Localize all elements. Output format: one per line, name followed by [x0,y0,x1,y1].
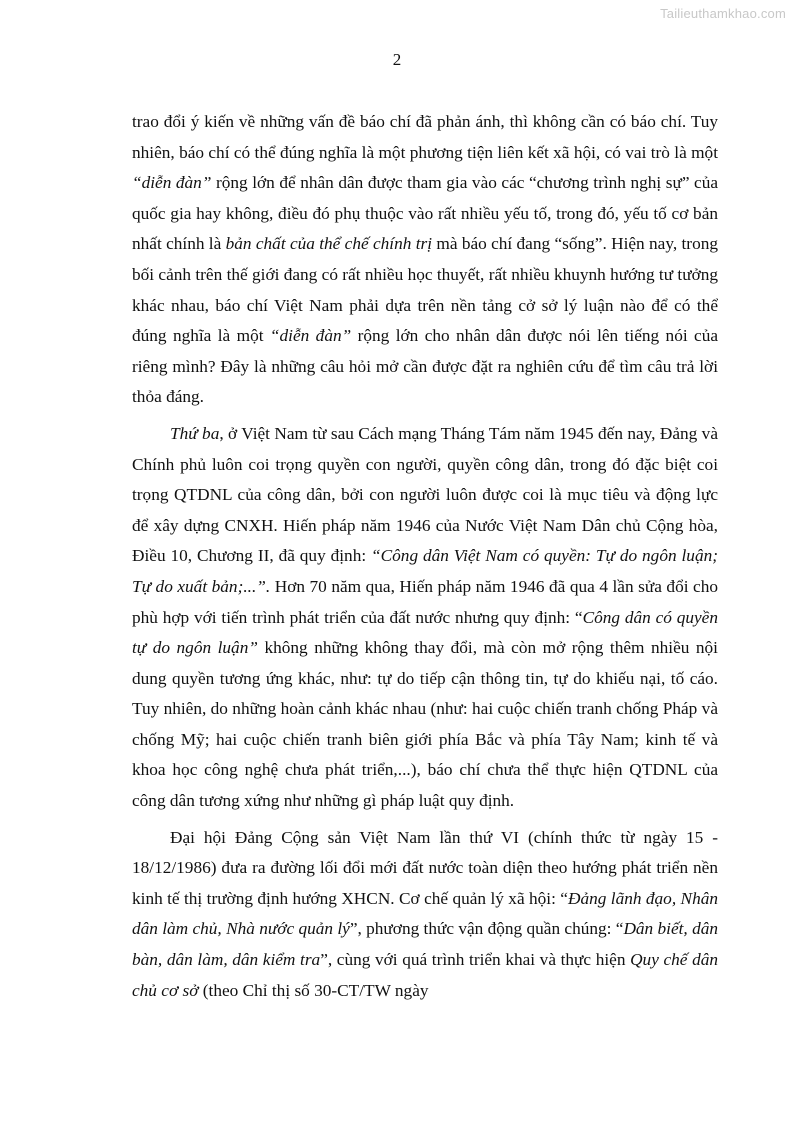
italic-run: Thứ ba [170,423,220,443]
text-run: , ở Việt Nam từ sau Cách mạng Tháng Tám năm 1945 đến nay, Đảng và Chính phủ luôn coi trọng quyền con người, quyền công dân, trong đó đặc biệt coi trọng QTDNL của công dân, bởi con người luôn được coi là mục tiêu và động lực để xây dựng CNXH. Hiến pháp năm 1946 của Nước Việt Nam Dân chủ Cộng hòa, Điều 10, Chương II, đã quy định: [132,423,718,566]
italic-run: Công dân có quyền tự do ngôn luận” [132,607,718,658]
italic-run: “Công dân Việt Nam có quyền: Tự do ngôn luận; Tự do xuất bản;...”. [132,546,718,596]
text-run: mà báo chí đang “sống”. Hiện nay, trong bối cảnh trên thế giới đang có rất nhiều học thuyết, rất nhiều khuynh hướng tư tưởng khác nhau, báo chí Việt Nam phải dựa trên nền tảng cở sở lý luận nào để có thể đúng nghĩa là một [132,234,718,346]
text-run: rộng lớn để nhân dân được tham gia vào các “chương trình nghị sự” của quốc gia hay không, điều đó phụ thuộc vào rất nhiều yếu tố, trong đó, yếu tố cơ bản nhất chính là [132,173,719,254]
text-run: ”, cùng với quá trình triển khai và thực hiện [320,950,631,970]
paragraph-3 [132,823,718,1007]
italic-run: Dân biết, dân bàn, dân làm, dân kiểm tra [132,919,718,970]
text-run: (theo Chỉ thị số 30-CT/TW ngày [198,980,429,1000]
paragraph-1 [132,107,718,413]
paragraph-2 [132,419,718,817]
text-run: Hơn 70 năm qua, Hiến pháp năm 1946 đã qua 4 lần sửa đổi cho phù hợp với tiến trình phát triển của đất nước nhưng quy định: “ [132,576,718,627]
page-number: 2 [392,50,402,69]
text-run: ”, phương thức vận động quần chúng: “ [349,919,624,939]
italic-run: bản chất của thể chế chính trị [225,234,433,254]
watermark: Tailieuthamkhao.com [660,6,786,21]
text-run: Đại hội Đảng Cộng sản Việt Nam lần thứ VI (chính thức từ ngày 15 - 18/12/1986) đưa ra đường lối đổi mới đất nước toàn diện theo hướng phát triển nền kinh tế thị trường định hướng XHCN. Cơ chế quản lý xã hội: “ [132,827,718,908]
text-run: trao đổi ý kiến về những vấn đề báo chí đã phản ánh, thì không cần có báo chí. Tuy nhiên, báo chí có thể đúng nghĩa là một phương tiện liên kết xã hội, có vai trò là một [132,112,718,162]
document-body [132,107,718,1012]
text-run: không những không thay đổi, mà còn mở rộng thêm nhiều nội dung quyền tương ứng khác, như: tự do tiếp cận thông tin, tự do khiếu nại, tố cáo. Tuy nhiên, do những hoàn cảnh khác nhau (như: hai cuộc chiến tranh chống Pháp và chống Mỹ; hai cuộc chiến tranh biên giới phía Bắc và phía Tây Nam; kinh tế và khoa học công nghệ chưa phát triển,...), báo chí chưa thể thực hiện QTDNL của công dân tương xứng như những gì pháp luật quy định. [132,638,718,811]
italic-run: “diễn đàn” [269,326,352,346]
italic-run: Quy chế dân chủ cơ sở [132,950,719,1000]
text-run: rộng lớn cho nhân dân được nói lên tiếng nói của riêng mình? Đây là những câu hỏi mở cần được đặt ra nghiên cứu để tìm câu trả lời thỏa đáng. [132,326,719,407]
italic-run: Đảng lãnh đạo, Nhân dân làm chủ, Nhà nước quản lý [132,888,718,939]
italic-run: “diễn đàn” [132,173,212,193]
